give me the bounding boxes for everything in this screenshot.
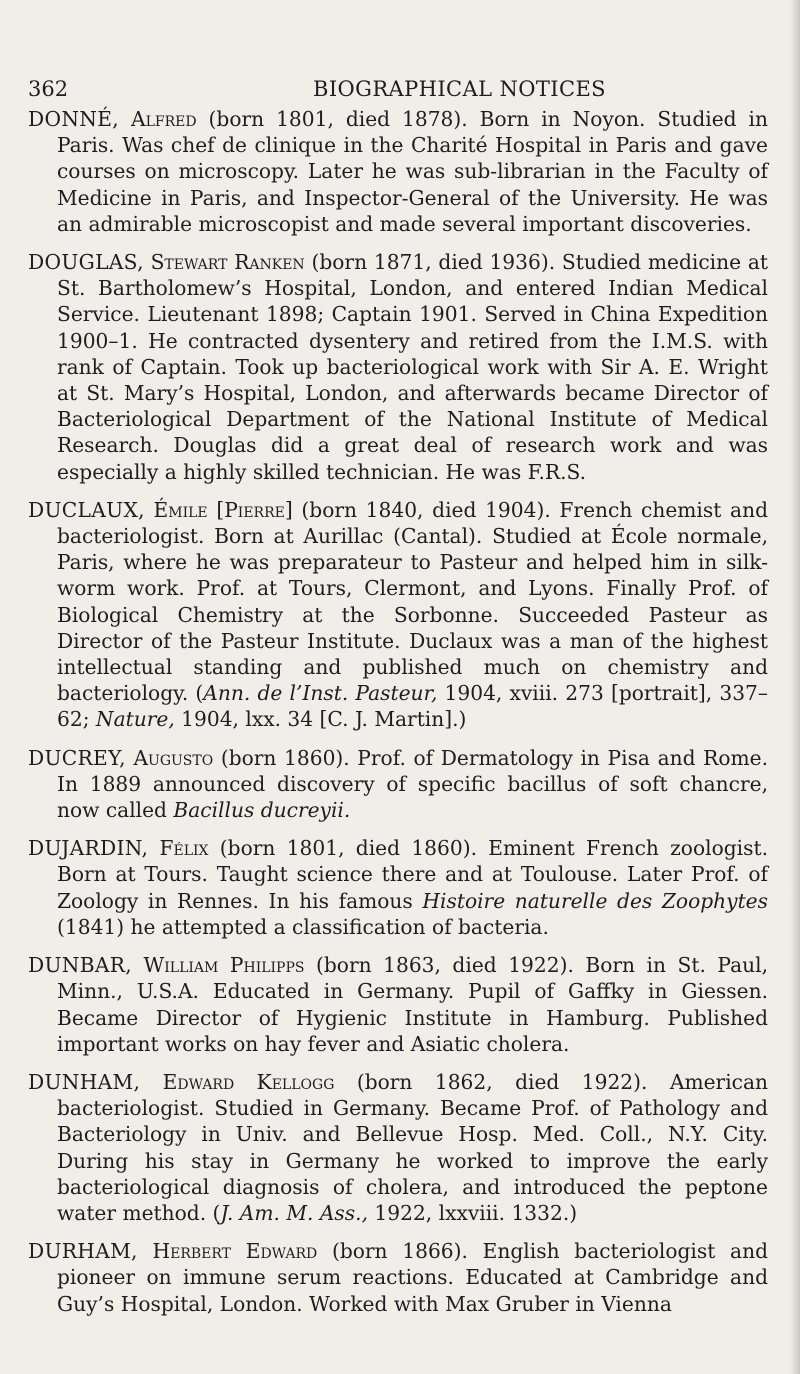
entry-text: 1904, xviii. 273 [portrait], 337–62; bbox=[57, 681, 768, 732]
entry-text: (born 1801, died 1878). Born in Noyon. Studied in Paris. Was chef de clinique in the Charité Hospital in Paris and gave courses on microscopy. Later he was sub-librarian in the Faculty of Medicine in Paris, and Inspector-General of the University. He was an admirable microscopist and made several important discoveries. bbox=[57, 107, 768, 236]
entry-dunbar bbox=[28, 952, 768, 1057]
entry-text: (born 1862, died 1922). American bacteriologist. Studied in Germany. Became Prof. of Pathology and Bacteriology in Univ. and Bellevue Hosp. Med. Coll., N.Y. City. During his stay in Germany he worked to improve the early bacteriological diagnosis of cholera, and introduced the peptone water method. ( bbox=[57, 1069, 768, 1225]
entry-surname: DURHAM, bbox=[28, 1239, 138, 1264]
entry-citation-italic: Nature, bbox=[95, 707, 175, 732]
entry-text: (born 1840, died 1904). French chemist and bacteriologist. Born at Aurillac (Cantal). Studied at École normale, Paris, where he was preparateur to Pasteur and helped him in silk-worm work. Prof. at Tours, Clermont, and Lyons. Finally Prof. of Biological Chemistry at the Sorbonne. Succeeded Pasteur as Director of the Pasteur Institute. Duclaux was a man of the highest intellectual standing and published much on chemistry and bacteriology. ( bbox=[57, 497, 768, 706]
entry-given-name: Herbert Edward bbox=[152, 1239, 318, 1264]
entry-surname: DUCLAUX, bbox=[28, 497, 145, 522]
entry-durham bbox=[28, 1238, 768, 1317]
entry-duclaux bbox=[28, 497, 768, 733]
entry-citation-italic: J. Am. M. Ass., bbox=[220, 1200, 368, 1225]
entry-given-name: Émile [Pierre] bbox=[153, 497, 293, 522]
entry-given-name: William Philipps bbox=[143, 953, 305, 978]
entry-dunham bbox=[28, 1069, 768, 1226]
entry-species-italic: Bacillus ducreyii. bbox=[173, 798, 351, 823]
entry-douglas bbox=[28, 249, 768, 485]
entry-work-title-italic: Histoire naturelle des Zoophytes bbox=[422, 888, 768, 913]
entry-dujardin bbox=[28, 835, 768, 940]
entry-citation-italic: Ann. de l’Inst. Pasteur, bbox=[203, 681, 438, 706]
entry-text: (born 1871, died 1936). Studied medicine at St. Bartholomew’s Hospital, London, and entered Indian Medical Service. Lieutenant 1898; Captain 1901. Served in China Expedition 1900–1. He contracted dysentery and retired from the I.M.S. with rank of Captain. Took up bacteriological work with Sir A. E. Wright at St. Mary’s Hospital, London, and afterwards became Director of Bacteriological Department of the National Institute of Medical Research. Douglas did a great deal of research work and was especially a highly skilled technician. He was F.R.S. bbox=[57, 250, 768, 484]
biographical-entries bbox=[28, 106, 768, 1329]
entry-given-name: Edward Kellogg bbox=[162, 1069, 335, 1094]
entry-text: 1904, lxx. 34 [C. J. Martin].) bbox=[174, 707, 467, 732]
entry-surname: DUCREY, bbox=[28, 745, 126, 770]
page-edge-shadow bbox=[790, 0, 800, 1374]
entry-text: (born 1801, died 1860). Eminent French zoologist. Born at Tours. Taught science there and at Toulouse. Later Prof. of Zoology in Rennes. In his famous bbox=[57, 836, 768, 913]
entry-ducrey bbox=[28, 745, 768, 824]
entry-text: 1922, lxxviii. 1332.) bbox=[368, 1200, 578, 1225]
page-number: 362 bbox=[28, 77, 69, 101]
entry-surname: DONNÉ, bbox=[28, 107, 120, 131]
entry-given-name: Alfred bbox=[130, 107, 197, 131]
entry-given-name: Augusto bbox=[133, 745, 214, 770]
entry-surname: DUNHAM, bbox=[28, 1069, 141, 1094]
entry-given-name: Stewart Ranken bbox=[150, 250, 305, 275]
running-head bbox=[28, 72, 768, 106]
entry-text: (born 1860). Prof. of Dermatology in Pisa and Rome. In 1889 announced discovery of specific bacillus of soft chancre, now called bbox=[57, 745, 768, 823]
entry-surname: DUNBAR, bbox=[28, 953, 132, 978]
entry-surname: DOUGLAS, bbox=[28, 250, 144, 275]
entry-text: (born 1863, died 1922). Born in St. Paul, Minn., U.S.A. Educated in Germany. Pupil of Gaffky in Giessen. Became Director of Hygienic Institute in Hamburg. Published important works on hay fever and Asiatic cholera. bbox=[57, 953, 768, 1056]
entry-given-name: Félix bbox=[159, 836, 209, 861]
running-head-title: BIOGRAPHICAL NOTICES bbox=[313, 77, 606, 101]
entry-donne bbox=[28, 106, 768, 237]
entry-text: (born 1866). English bacteriologist and pioneer on immune serum reactions. Educated at Cambridge and Guy’s Hospital, London. Worked with Max Gruber in Vienna bbox=[57, 1239, 769, 1316]
entry-surname: DUJARDIN, bbox=[28, 836, 149, 861]
entry-text: (1841) he attempted a classification of bacteria. bbox=[57, 914, 549, 939]
